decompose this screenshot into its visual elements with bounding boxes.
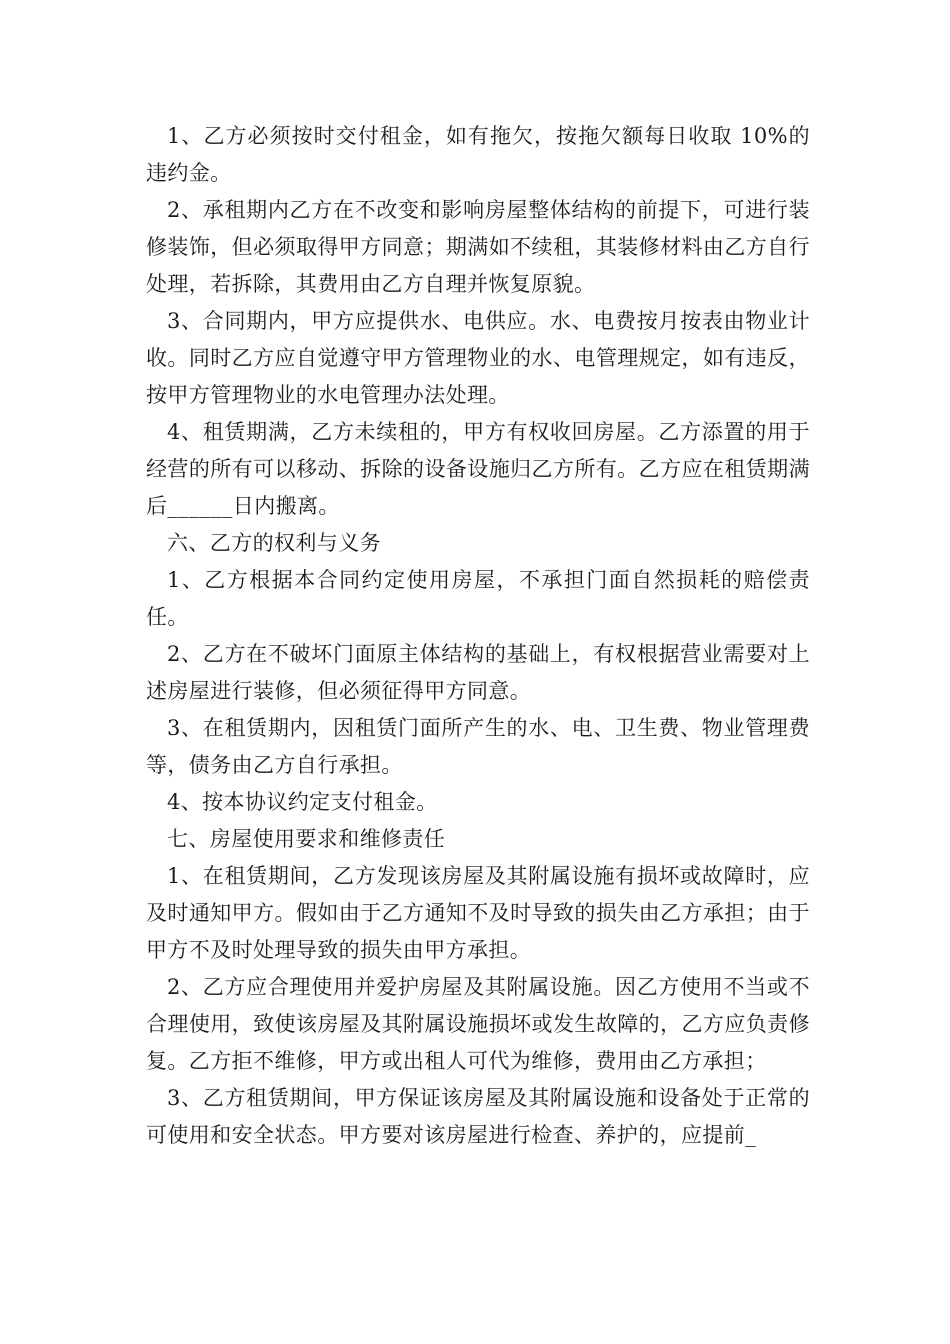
clause-paragraph: 3、乙方租赁期间，甲方保证该房屋及其附属设施和设备处于正常的可使用和安全状态。甲方要对该房屋进行检查、养护的，应提前_: [146, 1086, 810, 1147]
clause-paragraph: 2、承租期内乙方在不改变和影响房屋整体结构的前提下，可进行装修装饰，但必须取得甲方同意；期满如不续租，其装修材料由乙方自行处理，若拆除，其费用由乙方自理并恢复原貌。: [146, 198, 810, 296]
clause-paragraph: 3、合同期内，甲方应提供水、电供应。水、电费按月按表由物业计收。同时乙方应自觉遵守甲方管理物业的水、电管理规定，如有违反，按甲方管理物业的水电管理办法处理。: [146, 309, 810, 407]
clause-paragraph: 1、在租赁期间，乙方发现该房屋及其附属设施有损坏或故障时，应及时通知甲方。假如由于乙方通知不及时导致的损失由乙方承担；由于甲方不及时处理导致的损失由甲方承担。: [146, 864, 810, 962]
section-heading: 六、乙方的权利与义务: [167, 531, 381, 555]
section-heading: 七、房屋使用要求和维修责任: [167, 827, 446, 851]
clause-paragraph: 2、乙方在不破坏门面原主体结构的基础上，有权根据营业需要对上述房屋进行装修，但必须征得甲方同意。: [146, 642, 810, 703]
clause-paragraph: 3、在租赁期内，因租赁门面所产生的水、电、卫生费、物业管理费等，债务由乙方自行承担。: [146, 716, 810, 777]
clause-paragraph: 1、乙方根据本合同约定使用房屋，不承担门面自然损耗的赔偿责任。: [146, 568, 810, 629]
clause-paragraph: 1、乙方必须按时交付租金，如有拖欠，按拖欠额每日收取 10%的违约金。: [146, 124, 810, 185]
clause-paragraph: 4、按本协议约定支付租金。: [167, 790, 438, 814]
clause-paragraph: 4、租赁期满，乙方未续租的，甲方有权收回房屋。乙方添置的用于经营的所有可以移动、拆除的设备设施归乙方所有。乙方应在租赁期满后______日内搬离。: [146, 420, 810, 518]
document-body: [146, 118, 810, 1154]
clause-paragraph: 2、乙方应合理使用并爱护房屋及其附属设施。因乙方使用不当或不合理使用，致使该房屋及其附属设施损坏或发生故障的，乙方应负责修复。乙方拒不维修，甲方或出租人可代为维修，费用由乙方承担；: [146, 975, 810, 1073]
